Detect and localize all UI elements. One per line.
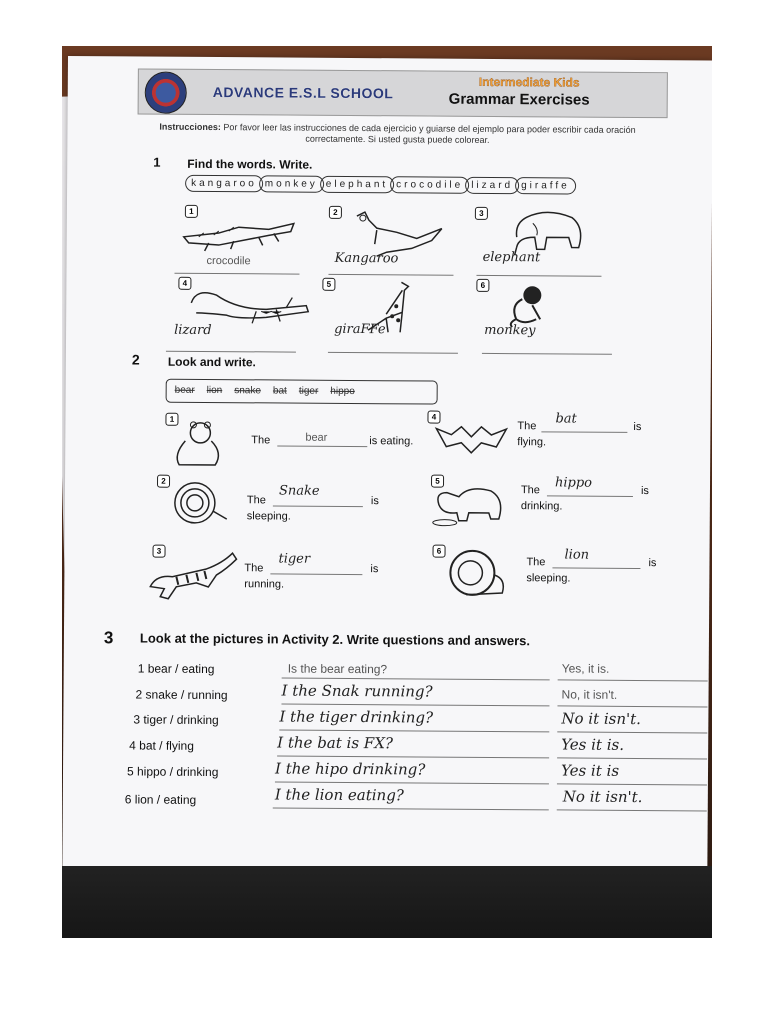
answer-giraffe: giraFFe xyxy=(334,321,386,338)
item-number: 3 xyxy=(153,545,166,558)
school-logo-icon xyxy=(145,72,187,114)
word-bank-item: hippo xyxy=(330,385,355,398)
sentence-rest: sleeping. xyxy=(526,572,571,585)
word-bank xyxy=(166,379,438,405)
answer-line xyxy=(552,567,640,569)
section-3-title: Look at the pictures in Activity 2. Write questions and answers. xyxy=(139,630,531,649)
answer-line xyxy=(281,704,549,707)
sentence-is: is xyxy=(640,485,649,498)
crocodile-icon xyxy=(179,215,299,256)
answer-line xyxy=(557,783,707,785)
prompt: 6 lion / eating xyxy=(124,792,197,807)
snake-word: monkey xyxy=(259,175,324,192)
answer-3: No it isn't. xyxy=(561,709,642,729)
answer-monkey: monkey xyxy=(484,322,536,339)
question-5: I the hipo drinking? xyxy=(274,759,426,779)
level-badge: Intermediate Kids xyxy=(478,74,580,90)
answer-line xyxy=(282,678,550,681)
answer-4: Yes it is. xyxy=(561,735,625,754)
sentence-the: The xyxy=(244,562,264,575)
section-2-title: Look and write. xyxy=(167,354,256,370)
answer-lion: lion xyxy=(564,547,590,563)
answer-bear: bear xyxy=(305,431,328,444)
worksheet-title: Grammar Exercises xyxy=(448,90,590,109)
sentence-is: is xyxy=(370,563,379,576)
table-surface xyxy=(62,866,712,938)
sentence-rest: sleeping. xyxy=(246,510,291,523)
sentence-the: The xyxy=(251,434,271,447)
answer-line xyxy=(547,495,633,497)
answer-1: Yes, it is. xyxy=(561,661,610,676)
answer-line xyxy=(275,781,549,784)
item-number: 5 xyxy=(322,278,335,291)
instructions-label: Instrucciones: xyxy=(159,121,221,133)
word-bank-item: snake xyxy=(234,385,261,397)
question-6: I the lion eating? xyxy=(274,785,404,805)
answer-lizard: lizard xyxy=(174,322,212,339)
answer-snake: Snake xyxy=(278,483,320,499)
question-4: I the bat is FX? xyxy=(277,733,394,753)
item-number: 3 xyxy=(475,207,488,220)
snake-word: giraffe xyxy=(515,177,576,194)
answer-kangaroo: Kangaroo xyxy=(334,250,399,267)
answer-line xyxy=(277,755,549,758)
answer-bat: bat xyxy=(555,411,577,427)
word-bank-item: tiger xyxy=(298,385,319,397)
answer-line xyxy=(279,729,549,732)
answer-tiger: tiger xyxy=(278,551,311,567)
answer-line xyxy=(270,573,362,575)
word-bank-item: bear xyxy=(174,384,195,396)
snake-word: kangaroo xyxy=(185,175,263,193)
answer-crocodile: crocodile xyxy=(206,254,251,268)
section-3-number: 3 xyxy=(103,628,114,648)
question-1: Is the bear eating? xyxy=(287,661,388,677)
answer-line xyxy=(541,431,627,433)
item-number: 6 xyxy=(433,545,446,558)
item-number: 4 xyxy=(427,411,440,424)
photo-background xyxy=(62,46,712,938)
hippo-icon xyxy=(429,479,509,530)
snake-word: lizard xyxy=(465,177,519,194)
word-snake xyxy=(185,175,645,200)
lion-icon xyxy=(436,545,516,602)
item-number: 6 xyxy=(476,279,489,292)
answer-2: No, it isn't. xyxy=(561,687,618,702)
item-number: 2 xyxy=(329,206,342,219)
prompt: 3 tiger / drinking xyxy=(133,712,219,728)
answer-hippo: hippo xyxy=(554,475,593,491)
prompt: 2 snake / running xyxy=(135,687,228,703)
item-number: 1 xyxy=(185,205,198,218)
sentence-the: The xyxy=(520,484,540,497)
answer-line xyxy=(277,445,367,447)
item-number: 1 xyxy=(165,413,178,426)
prompt: 5 hippo / drinking xyxy=(126,764,219,780)
answer-line xyxy=(557,809,707,811)
answer-line xyxy=(557,757,707,759)
sentence-rest: is eating. xyxy=(369,435,414,448)
answer-line xyxy=(557,705,707,707)
question-3: I the tiger drinking? xyxy=(279,707,434,727)
answer-line xyxy=(482,337,612,355)
snake-word: elephant xyxy=(320,176,394,194)
section-2-number: 2 xyxy=(131,351,140,368)
snake-word: crocodile xyxy=(390,176,469,194)
sentence-the: The xyxy=(517,420,537,433)
word-bank-item: bat xyxy=(272,385,287,397)
item-number: 4 xyxy=(178,277,191,290)
item-number: 2 xyxy=(157,475,170,488)
bear-icon xyxy=(165,419,225,469)
school-name: ADVANCE E.S.L SCHOOL xyxy=(212,84,394,102)
monkey-icon xyxy=(502,279,552,329)
answer-line xyxy=(273,505,363,507)
sentence-the: The xyxy=(526,556,546,569)
worksheet-header xyxy=(138,68,668,118)
answer-line xyxy=(558,679,708,681)
word-bank-item: lion xyxy=(206,384,223,397)
worksheet xyxy=(62,56,712,875)
sentence-is: is xyxy=(633,420,642,434)
sentence-rest: flying. xyxy=(517,436,547,449)
item-number: 5 xyxy=(431,475,444,488)
sentence-rest: running. xyxy=(244,578,285,591)
prompt: 1 bear / eating xyxy=(137,661,215,677)
section-1-title: Find the words. Write. xyxy=(187,156,313,172)
answer-line xyxy=(328,336,458,354)
prompt: 4 bat / flying xyxy=(129,738,194,753)
sentence-is: is xyxy=(648,557,657,570)
tiger-icon xyxy=(146,547,242,602)
section-1-number: 1 xyxy=(153,154,161,170)
question-2: I the Snak running? xyxy=(281,681,433,701)
instructions xyxy=(152,122,642,147)
answer-6: No it isn't. xyxy=(562,787,643,807)
bat-icon xyxy=(431,419,511,460)
answer-line xyxy=(273,807,549,810)
sentence-the: The xyxy=(246,494,266,507)
snake-icon xyxy=(165,479,235,529)
answer-line xyxy=(557,731,707,733)
sentence-rest: drinking. xyxy=(520,500,563,513)
answer-elephant: elephant xyxy=(482,249,541,266)
sentence-is: is xyxy=(370,495,379,508)
answer-5: Yes it is xyxy=(560,761,620,780)
instructions-text: Por favor leer las instrucciones de cada ejercicio y guiarse del ejemplo para poder escribir cada oración correctamente. Si usted gusta puede colorear. xyxy=(223,122,636,145)
